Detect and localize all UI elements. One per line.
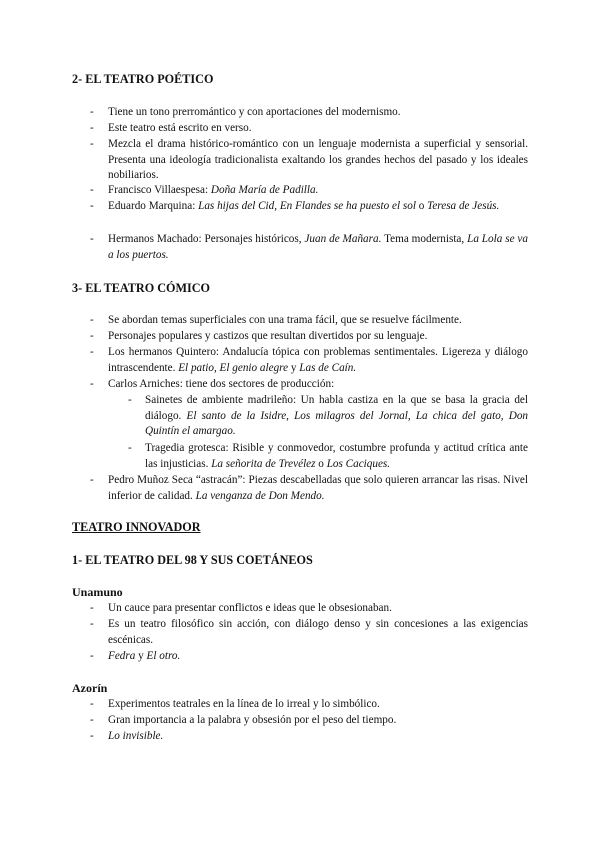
heading-teatro-98: 1- EL TEATRO DEL 98 Y SUS COETÁNEOS bbox=[72, 553, 313, 567]
list-item: - Carlos Arniches: tiene dos sectores de producción: bbox=[108, 377, 528, 393]
list-item: - Eduardo Marquina: Las hijas del Cid, En Flandes se ha puesto el sol o Teresa de Jesús. bbox=[108, 199, 528, 215]
list-item: - Fedra y El otro. bbox=[108, 649, 528, 665]
list-item: - Mezcla el drama histórico-romántico con un lenguaje modernista a superficial y sensorial. Presenta una ideología tradicionalista exaltando los grandes hechos del pasado y los ideales nobiliarios. bbox=[108, 137, 528, 184]
list-item: - Pedro Muñoz Seca “astracán”: Piezas descabelladas que solo quieren arrancar las risas. Nivel inferior de calidad. La venganza de Don Mendo. bbox=[108, 473, 528, 504]
subheading-azorin: Azorín bbox=[72, 681, 108, 695]
sublist-item: - Tragedia grotesca: Risible y conmovedor, costumbre profunda y actitud crítica ante las injusticias. La señorita de Trevélez o Los Caciques. bbox=[145, 441, 528, 472]
list-item: - Tiene un tono prerromántico y con aportaciones del modernismo. bbox=[108, 105, 528, 121]
list-item: - Un cauce para presentar conflictos e ideas que le obsesionaban. bbox=[108, 601, 528, 617]
list-item: - Este teatro está escrito en verso. bbox=[108, 121, 528, 137]
list-item: - Personajes populares y castizos que resultan divertidos por su lenguaje. bbox=[108, 329, 528, 345]
sublist-item: - Sainetes de ambiente madrileño: Un habla castiza en la que se basa la gracia del diálogo. El santo de la Isidre, Los milagros del Jornal, La chica del gato, Don Quintín el amargao. bbox=[145, 393, 528, 440]
heading-teatro-comico: 3- EL TEATRO CÓMICO bbox=[72, 281, 211, 295]
heading-teatro-poetico: 2- EL TEATRO POÉTICO bbox=[72, 72, 214, 86]
list-item: - Los hermanos Quintero: Andalucía tópica con problemas sentimentales. Ligereza y diálogo intrascendente. El patio, El genio alegre y Las de Caín. bbox=[108, 345, 528, 376]
heading-teatro-innovador: TEATRO INNOVADOR bbox=[72, 520, 201, 534]
list-item: - Francisco Villaespesa: Doña María de Padilla. bbox=[108, 183, 528, 199]
subheading-unamuno: Unamuno bbox=[72, 585, 123, 599]
list-item: - Es un teatro filosófico sin acción, con diálogo denso y sin concesiones a las exigencias escénicas. bbox=[108, 617, 528, 648]
list-item: - Experimentos teatrales en la línea de lo irreal y lo simbólico. bbox=[108, 697, 528, 713]
list-item: - Lo invisible. bbox=[108, 729, 528, 745]
list-item: - Hermanos Machado: Personajes históricos, Juan de Mañara. Tema modernista, La Lola se va a los puertos. bbox=[108, 232, 528, 263]
list-item: - Se abordan temas superficiales con una trama fácil, que se resuelve fácilmente. bbox=[108, 313, 528, 329]
list-item: - Gran importancia a la palabra y obsesión por el peso del tiempo. bbox=[108, 713, 528, 729]
